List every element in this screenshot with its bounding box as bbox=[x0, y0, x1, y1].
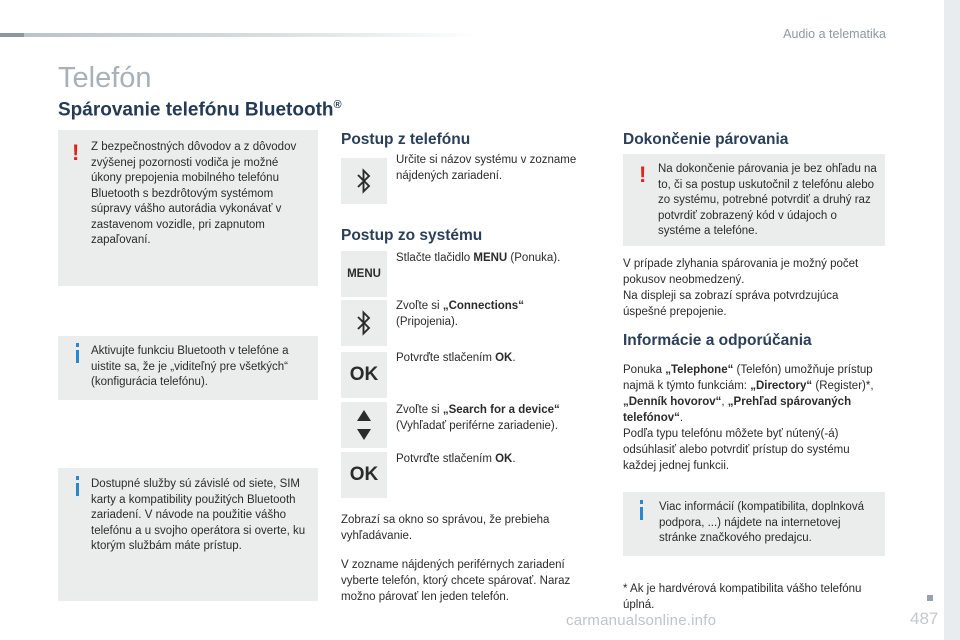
info-text-1: Ponuka bbox=[623, 364, 666, 376]
info-call-log: „Denník hovorov“ bbox=[623, 396, 722, 408]
ok-tile-2 bbox=[341, 452, 387, 498]
bluetooth-tile-connections bbox=[341, 300, 387, 346]
section-label: Audio a telematika bbox=[783, 27, 886, 41]
heading-system-procedure: Postup zo systému bbox=[341, 227, 483, 244]
step3-text: Potvrďte stlačením bbox=[396, 352, 496, 364]
step4-translation: (Vyhľadať periférne zariadenie). bbox=[396, 420, 558, 432]
page-title: Telefón bbox=[58, 62, 152, 94]
step-press-menu bbox=[396, 250, 601, 266]
step2-text: Zvoľte si bbox=[396, 300, 443, 312]
step3-text-end: . bbox=[512, 352, 516, 364]
step5-text: Potvrďte stlačením bbox=[396, 453, 496, 465]
step4-text: Zvoľte si bbox=[396, 404, 443, 416]
info-box-services bbox=[58, 468, 318, 601]
step5-text-end: . bbox=[512, 453, 516, 465]
info-icon bbox=[76, 350, 79, 363]
pairing-attempts-text: V prípade zlyhania spárovania je možný počet pokusov neobmedzený. bbox=[623, 258, 859, 286]
ok-tile-1 bbox=[341, 352, 387, 398]
step3-key: OK bbox=[495, 352, 513, 364]
step5-key: OK bbox=[495, 453, 513, 465]
arrows-tile bbox=[341, 402, 387, 448]
ok-button-icon: OK bbox=[349, 464, 379, 485]
info-text-services: Dostupné služby sú závislé od siete, SIM karty a kompatibility použitých Bluetooth zariadení. V návode na použitie vášho telefónu a u svojho operátora si overte, ku ktorým službám máte prístup. bbox=[91, 478, 306, 552]
ok-button-icon: OK bbox=[349, 364, 379, 385]
step1-text-end: (Ponuka). bbox=[507, 252, 561, 264]
footnote: * Ak je hardvérová kompatibilita vášho telefónu úplná. bbox=[623, 583, 862, 611]
pairing-failure-text bbox=[623, 256, 883, 320]
info-directory: „Directory“ bbox=[750, 380, 813, 392]
subtitle-text: Spárovanie telefónu Bluetooth bbox=[58, 99, 334, 121]
page-marker bbox=[927, 595, 933, 601]
menu-tile bbox=[341, 251, 387, 297]
info-icon bbox=[76, 483, 79, 496]
info-telephone: „Telephone“ bbox=[665, 364, 734, 376]
header-gradient-bar bbox=[0, 33, 480, 37]
step2-translation: (Pripojenia). bbox=[396, 316, 458, 328]
page-subtitle bbox=[58, 99, 342, 121]
step-select-connections bbox=[396, 298, 601, 330]
registered-mark: ® bbox=[333, 99, 342, 111]
info-icon bbox=[640, 507, 643, 520]
up-down-arrows-icon bbox=[354, 407, 374, 443]
page-edge-strip bbox=[944, 0, 960, 640]
info-text-3: (Register)*, bbox=[812, 380, 874, 392]
step-confirm-ok-2 bbox=[396, 451, 601, 467]
info-access-text: Podľa typu telefónu môžete byť nútený(-á) odsúhlasiť alebo potvrdiť prístup do systému každej jednej funkcii. bbox=[623, 428, 850, 472]
heading-phone-procedure: Postup z telefónu bbox=[341, 131, 471, 148]
step1-key: MENU bbox=[473, 252, 508, 264]
info-text-bluetooth: Aktivujte funkciu Bluetooth v telefóne a uistite sa, že je „viditeľný pre všetkých“ (konfigurácia telefónu). bbox=[91, 345, 289, 388]
warning-icon: ! bbox=[639, 162, 647, 187]
menu-button-icon: MENU bbox=[347, 268, 381, 280]
page-number: 487 bbox=[910, 609, 939, 628]
warning-text-left: Z bezpečnostných dôvodov a z dôvodov zvýšenej pozornosti vodiča je možné úkony prepojenia mobilného telefónu Bluetooth s bezdrôtovým systémom súpravy vášho autorádia vykonávať v zastavenom vozidle, pri zapnutom zapaľovaní. bbox=[91, 141, 297, 246]
header-accent-bar bbox=[0, 33, 24, 37]
info-text-2: (Telefón) umožňuje prístup najmä k týmto funkciám: bbox=[623, 364, 873, 392]
info-box-bluetooth bbox=[58, 336, 318, 400]
heading-info-recommendations: Informácie a odporúčania bbox=[623, 332, 812, 349]
step-search-device bbox=[396, 402, 606, 434]
phone-step-text: Určite si názov systému v zozname nájdených zariadení. bbox=[396, 154, 577, 182]
select-phone-instructions: V zozname nájdených periférnych zariadení vyberte telefón, ktorý chcete spárovať. Naraz možno párovať len jeden telefón. bbox=[341, 559, 571, 603]
step-confirm-ok-1 bbox=[396, 350, 601, 366]
bluetooth-tile bbox=[341, 158, 387, 204]
watermark: carmanualsonline.info bbox=[566, 612, 717, 629]
step1-text: Stlačte tlačidlo bbox=[396, 252, 474, 264]
info-text-5: . bbox=[679, 412, 684, 424]
info-text-right: Viac informácií (kompatibilita, doplnková podpora, ...) nájdete na internetovej stránke značkového predajcu. bbox=[659, 501, 864, 544]
pairing-success-text: Na displeji sa zobrazí správa potvrdzujúca úspešné prepojenie. bbox=[623, 290, 839, 318]
warning-icon: ! bbox=[72, 140, 80, 165]
info-paired-phones: „Prehľad spárovaných telefónov“ bbox=[623, 396, 852, 424]
info-box-right bbox=[623, 492, 885, 556]
warning-box-left bbox=[58, 130, 318, 286]
bluetooth-icon bbox=[356, 309, 372, 337]
bluetooth-icon bbox=[356, 167, 372, 195]
warning-box-right bbox=[623, 154, 885, 246]
info-text-4: , bbox=[721, 396, 728, 408]
step2-option: „Connections“ bbox=[442, 300, 524, 312]
warning-text-right: Na dokončenie párovania je bez ohľadu na to, či sa postup uskutočnil z telefónu alebo zo systému, potrebné potvrdiť a druhý raz potvrdiť zobrazený kód v údajoch o systéme a telefóne. bbox=[658, 163, 877, 237]
searching-message: Zobrazí sa okno so správou, že prebieha vyhľadávanie. bbox=[341, 514, 550, 542]
heading-finish-pairing: Dokončenie párovania bbox=[623, 131, 789, 148]
step4-option: „Search for a device“ bbox=[442, 404, 560, 416]
telephone-menu-info bbox=[623, 362, 885, 474]
